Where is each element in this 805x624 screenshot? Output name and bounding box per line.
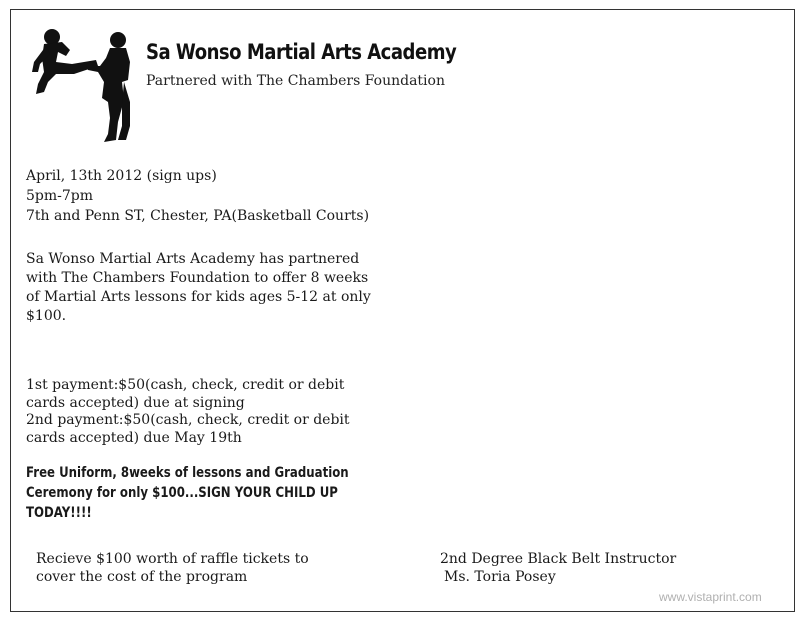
event-location: 7th and Penn ST, Chester, PA(Basketball Courts) [26,208,370,224]
payment-line: cards accepted) due May 19th [26,429,242,446]
description-line: of Martial Arts lessons for kids ages 5-12 at only [26,289,371,305]
instructor-title: 2nd Degree Black Belt Instructor [440,551,677,567]
promo-line: Free Uniform, 8weeks of lessons and Graduation [26,465,349,481]
raffle-note [36,550,309,586]
promo-callout [26,463,349,523]
payment-line: cards accepted) due at signing [26,394,245,411]
vistaprint-watermark: www.vistaprint.com [659,590,762,604]
description-line: Sa Wonso Martial Arts Academy has partnered [26,251,360,267]
martial-arts-kick-silhouette-icon [26,22,138,146]
event-details [26,166,369,226]
program-description [26,250,371,326]
promo-line: TODAY!!!! [26,505,92,521]
academy-title: Sa Wonso Martial Arts Academy [146,40,457,64]
instructor-info [440,550,676,586]
description-line: $100. [26,308,67,324]
description-line: with The Chambers Foundation to offer 8 weeks [26,270,369,286]
payment-terms [26,377,350,447]
instructor-name: Ms. Toria Posey [444,569,556,585]
raffle-line: cover the cost of the program [36,569,248,585]
payment-line: 2nd payment:$50(cash, check, credit or debit [26,412,350,428]
raffle-line: Recieve $100 worth of raffle tickets to [36,551,309,567]
event-time: 5pm-7pm [26,188,94,204]
promo-line: Ceremony for only $100...SIGN YOUR CHILD UP [26,485,338,501]
payment-line: 1st payment:$50(cash, check, credit or debit [26,377,345,393]
partner-subtitle: Partnered with The Chambers Foundation [146,73,445,89]
event-date: April, 13th 2012 (sign ups) [26,168,217,184]
